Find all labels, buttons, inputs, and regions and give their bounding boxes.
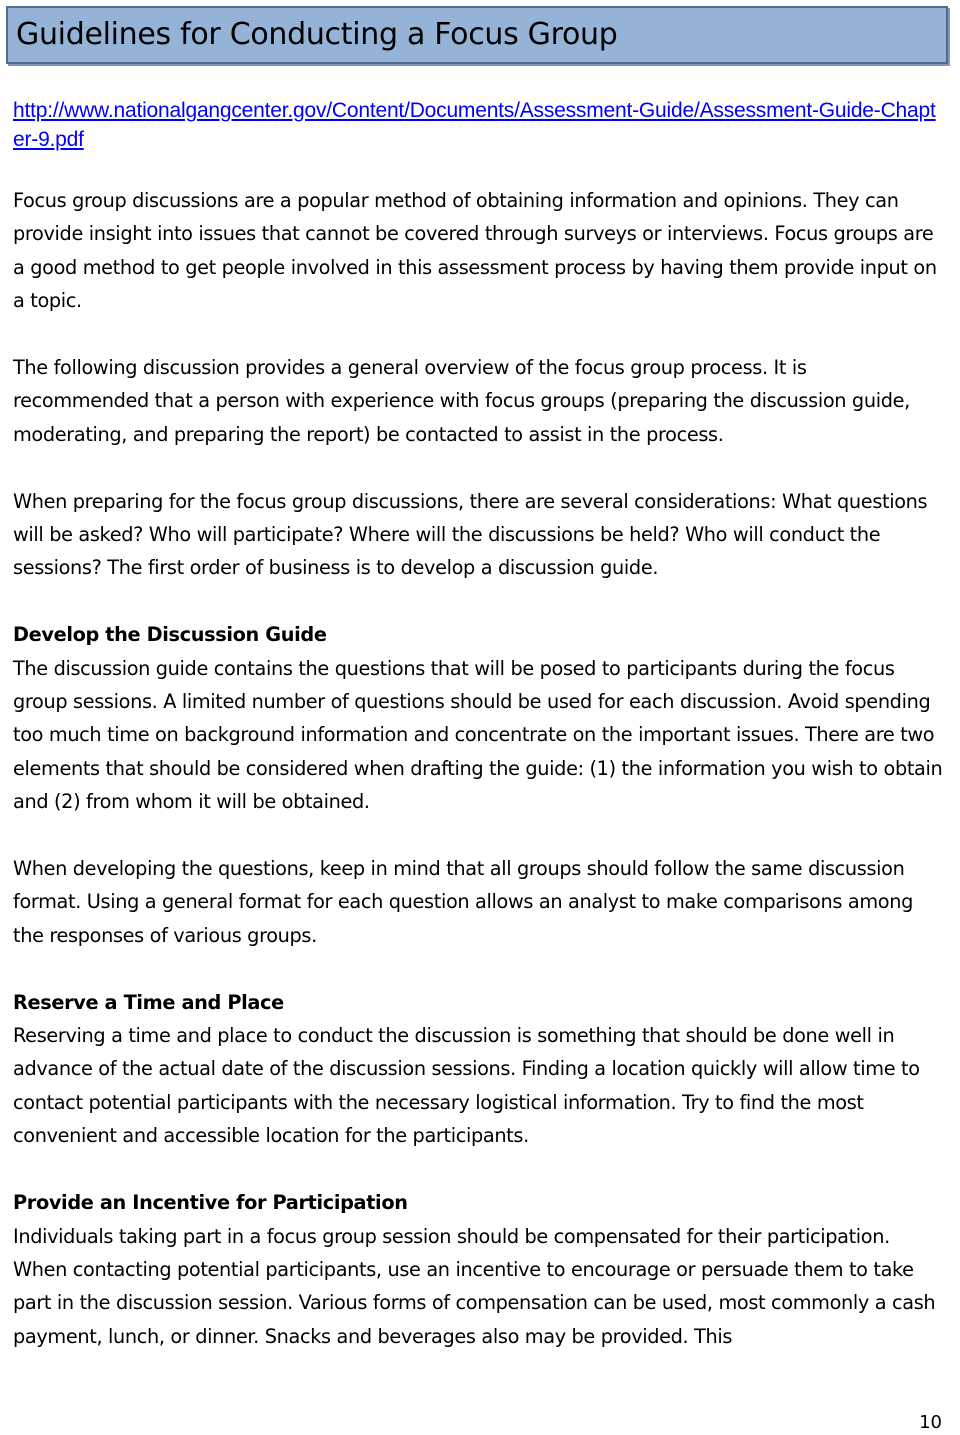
document-body — [13, 96, 945, 1387]
section-heading: Develop the Discussion Guide — [13, 623, 327, 647]
section-heading: Reserve a Time and Place — [13, 990, 284, 1014]
section-develop-discussion-guide — [13, 618, 945, 952]
section-provide-incentive — [13, 1186, 945, 1353]
intro-paragraph-2: The following discussion provides a general overview of the focus group process. It is recommended that a person with experience with focus groups (preparing the discussion guide, moderating, and preparing the report) be contacted to assist in the process. — [13, 356, 910, 446]
section-paragraph: Reserving a time and place to conduct the discussion is something that should be done well in advance of the actual date of the discussion sessions. Finding a location quickly will allow time to contact potential participants with the necessary logistical information. Try to find the most convenient and accessible location for the participants. — [13, 1024, 920, 1148]
title-banner — [6, 6, 948, 64]
page-number: 10 — [919, 1412, 942, 1433]
section-paragraph: Individuals taking part in a focus group session should be compensated for their participation. When contacting potential participants, use an incentive to encourage or persuade them to take part in the discussion session. Various forms of compensation can be used, most commonly a cash payment, lunch, or dinner. Snacks and beverages also may be provided. This — [13, 1224, 936, 1348]
section-paragraph: The discussion guide contains the questions that will be posed to participants during the focus group sessions. A limited number of questions should be used for each discussion. Avoid spending too much time on background information and concentrate on the important issues. There are two elements that should be considered when drafting the guide: (1) the information you wish to obtain and (2) from whom it will be obtained. — [13, 656, 943, 814]
intro-paragraph-3: When preparing for the focus group discussions, there are several considerations: What questions will be asked? Who will participate? Where will the discussions be held? Who will conduct the sessions? The first order of business is to develop a discussion guide. — [13, 489, 928, 580]
section-paragraph: When developing the questions, keep in mind that all groups should follow the same discussion format. Using a general format for each question allows an analyst to make comparisons among the responses of various groups. — [13, 857, 913, 947]
source-link[interactable]: http://www.nationalgangcenter.gov/Content/Documents/Assessment-Guide/Assessment-Guide-Chapter-9.pdf — [13, 99, 936, 151]
page-title: Guidelines for Conducting a Focus Group — [16, 17, 618, 52]
intro-paragraph-1: Focus group discussions are a popular method of obtaining information and opinions. They can provide insight into issues that cannot be covered through surveys or interviews. Focus groups are a good method to get people involved in this assessment process by having them provide input on a topic. — [13, 189, 937, 313]
section-heading: Provide an Incentive for Participation — [13, 1191, 408, 1215]
section-reserve-time-place — [13, 986, 945, 1153]
